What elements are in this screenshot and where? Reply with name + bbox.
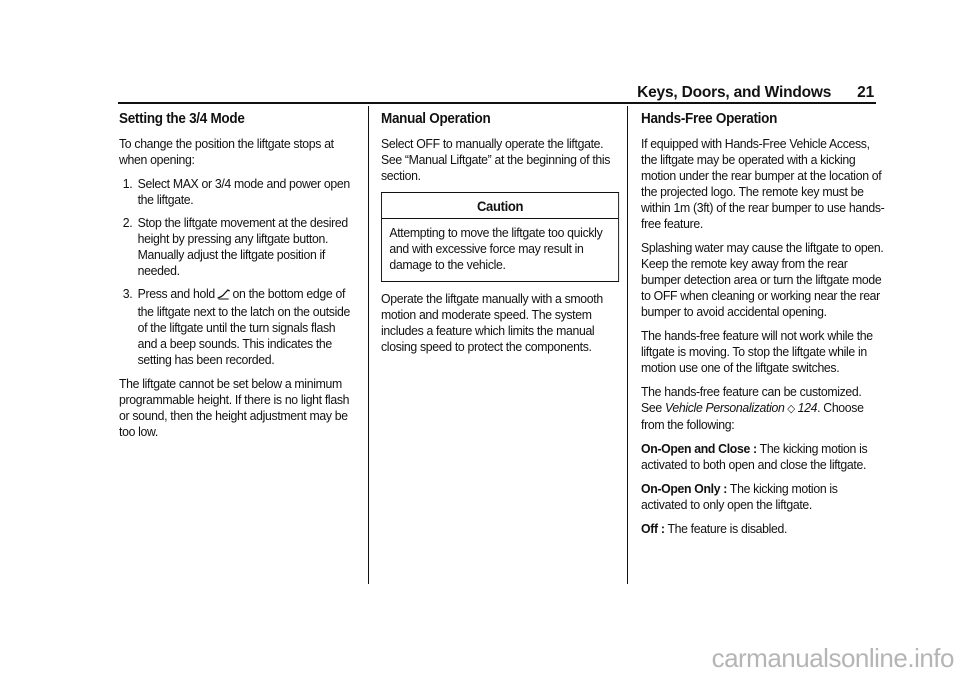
section-heading: Setting the 3/4 Mode <box>119 111 245 127</box>
section-heading: Manual Operation <box>381 111 491 127</box>
section-heading: Hands-Free Operation <box>641 111 778 127</box>
paragraph: The liftgate cannot be set below a minimum programmable height. If there is no light flash or sound, then the height adjustment may be too low. <box>119 376 350 439</box>
paragraph: If equipped with Hands-Free Vehicle Access, the liftgate may be operated with a kicking motion under the rear bumper at the location of the projected logo. The remote key must be within 1m (3ft) of the rear bumper to use hands-free feature. <box>641 136 885 231</box>
cross-reference-link[interactable]: Vehicle Personalization <box>664 400 785 415</box>
header-rule <box>118 102 876 104</box>
option-item: On-Open and Close : The kicking motion is activated to both open and close the liftgate. <box>641 441 868 472</box>
option-item: Off : The feature is disabled. <box>641 521 788 536</box>
column-divider-1 <box>368 106 369 584</box>
column-divider-2 <box>627 106 628 584</box>
page-ref-icon: ◇ <box>787 403 795 415</box>
caution-body: Attempting to move the liftgate too quickly and with excessive force may result in damage to the vehicle. <box>389 225 603 272</box>
paragraph: The hands-free feature can be customized. See Vehicle Personalization ◇ 124. Choose from the following: <box>641 384 864 432</box>
column-left <box>119 111 357 448</box>
paragraph: Operate the liftgate manually with a smooth motion and moderate speed. The system includes a feature which limits the manual closing speed to protect the components. <box>381 291 603 354</box>
page-ref-number[interactable]: 124 <box>797 400 818 415</box>
paragraph: The hands-free feature will not work while the liftgate is moving. To stop the liftgate while in motion use one of the liftgate switches. <box>641 328 873 375</box>
caution-title: Caution <box>382 193 618 219</box>
paragraph: Select OFF to manually operate the liftgate. See “Manual Liftgate” at the beginning of this section. <box>381 136 611 183</box>
steps-list <box>119 176 357 368</box>
paragraph: Splashing water may cause the liftgate to open. Keep the remote key away from the rear bumper detection area or turn the liftgate mode to OFF when cleaning or working near the rear bumper to avoid accidental opening. <box>641 240 884 319</box>
option-item: On-Open Only : The kicking motion is activated to only open the liftgate. <box>641 481 838 512</box>
list-item: 1. Select MAX or 3/4 mode and power open the liftgate. <box>122 176 350 207</box>
section-title: Keys, Doors, and Windows <box>637 84 832 101</box>
list-item: 2. Stop the liftgate movement at the desired height by pressing any liftgate button. Manually adjust the liftgate position if needed. <box>122 215 348 278</box>
list-item: 3. Press and hold on the bottom edge of the liftgate next to the latch on the outside of the liftgate until the turn signals flash and a beep sounds. This indicates the setting has been recorded. <box>122 286 351 367</box>
column-middle <box>381 111 619 363</box>
watermark: carmanualsonline.info <box>711 643 954 673</box>
liftgate-key-icon <box>217 288 231 304</box>
page-number: 21 <box>857 84 874 101</box>
column-right <box>641 111 885 545</box>
page-header <box>637 84 874 102</box>
caution-box <box>381 192 619 282</box>
paragraph: To change the position the liftgate stops at when opening: <box>119 136 334 167</box>
